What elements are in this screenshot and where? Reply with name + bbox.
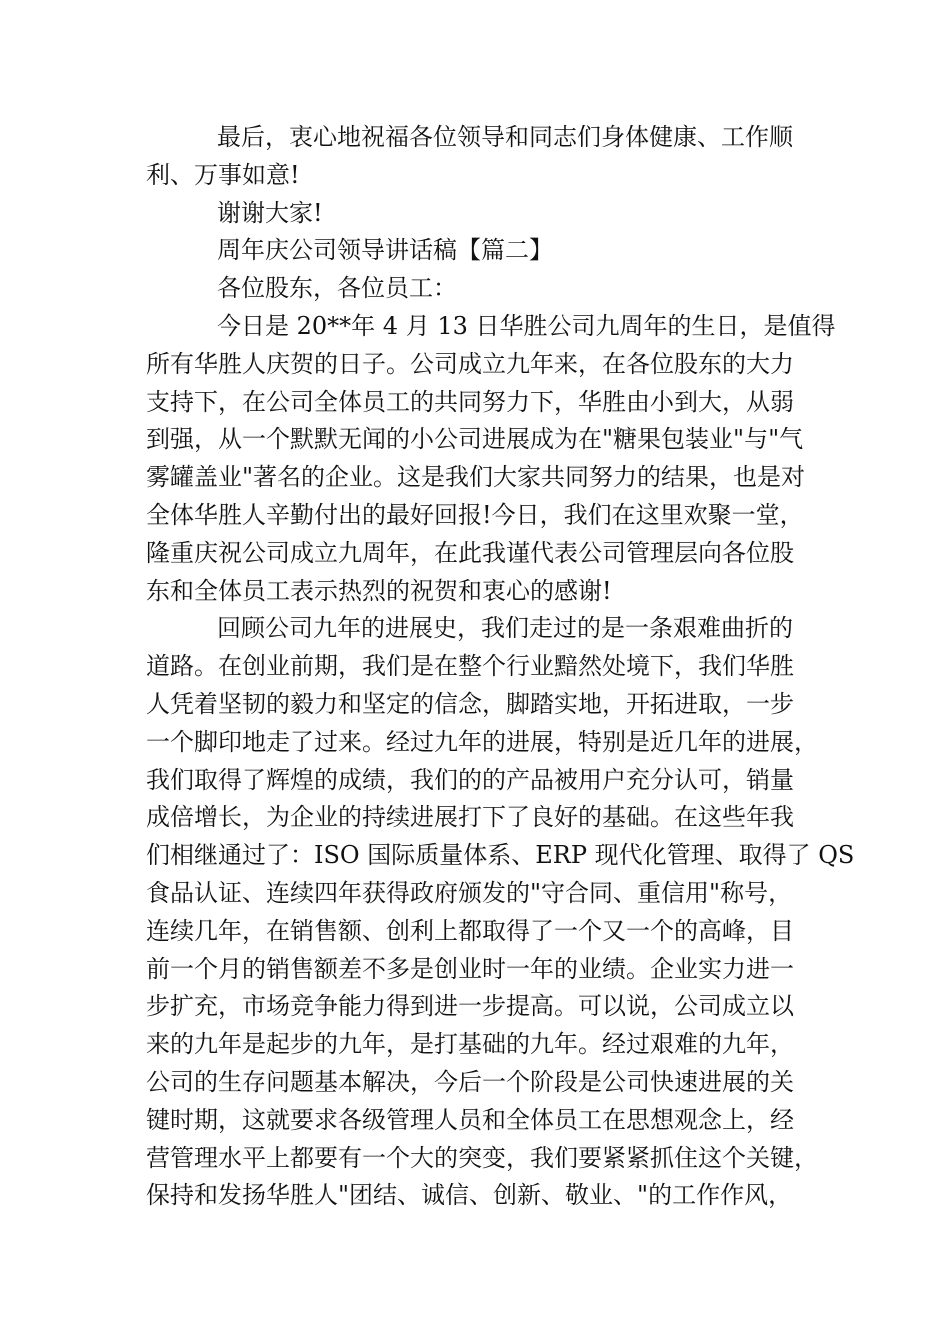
paragraph-first-line: 谢谢大家! <box>217 198 323 227</box>
text-line: 们相继通过了：ISO 国际质量体系、ERP 现代化管理、取得了 QS <box>146 841 855 870</box>
paragraph-first-line: 最后，衷心地祝福各位领导和同志们身体健康、工作顺 <box>217 123 793 151</box>
text-line: 雾罐盖业"著名的企业。这是我们大家共同努力的结果，也是对 <box>146 463 806 492</box>
text-line: 到强，从一个默默无闻的小公司进展成为在"糖果包装业"与"气 <box>146 425 804 454</box>
text-line: 来的九年是起步的九年，是打基础的九年。经过艰难的九年， <box>146 1030 794 1059</box>
text-line: 食品认证、连续四年获得政府颁发的"守合同、重信用"称号， <box>146 878 793 907</box>
text-line: 利、万事如意! <box>146 160 300 189</box>
text-line: 营管理水平上都要有一个大的突变，我们要紧紧抓住这个关键， <box>146 1143 818 1172</box>
text-line: 公司的生存问题基本解决，今后一个阶段是公司快速进展的关 <box>146 1067 794 1096</box>
text-line: 成倍增长，为企业的持续进展打下了良好的基础。在这些年我 <box>146 803 794 832</box>
text-line: 东和全体员工表示热烈的祝贺和衷心的感谢! <box>146 576 612 605</box>
text-line: 所有华胜人庆贺的日子。公司成立九年来，在各位股东的大力 <box>146 349 794 378</box>
text-line: 键时期，这就要求各级管理人员和全体员工在思想观念上，经 <box>146 1105 794 1134</box>
paragraph-first-line: 回顾公司九年的进展史，我们走过的是一条艰难曲折的 <box>217 614 793 643</box>
text-line: 隆重庆祝公司成立九周年，在此我谨代表公司管理层向各位股 <box>146 538 794 567</box>
text-line: 连续几年，在销售额、创利上都取得了一个又一个的高峰，目 <box>146 916 794 945</box>
text-line: 支持下，在公司全体员工的共同努力下，华胜由小到大，从弱 <box>146 387 794 416</box>
text-line: 步扩充，市场竞争能力得到进一步提高。可以说，公司成立以 <box>146 992 794 1021</box>
text-line: 前一个月的销售额差不多是创业时一年的业绩。企业实力进一 <box>146 954 794 983</box>
text-line: 道路。在创业前期，我们是在整个行业黯然处境下，我们华胜 <box>146 652 794 681</box>
text-line: 保持和发扬华胜人"团结、诚信、创新、敬业、"的工作作风， <box>146 1181 793 1210</box>
paragraph-first-line: 今日是 20**年 4 月 13 日华胜公司九周年的生日，是值得 <box>217 311 836 340</box>
document-body <box>146 119 855 1215</box>
text-line: 人凭着坚韧的毅力和坚定的信念，脚踏实地，开拓进取，一步 <box>146 689 794 718</box>
text-line: 我们取得了辉煌的成绩，我们的的产品被用户充分认可，销量 <box>146 765 794 794</box>
text-line: 一个脚印地走了过来。经过九年的进展，特别是近几年的进展， <box>146 727 818 756</box>
paragraph-first-line: 周年庆公司领导讲话稿【篇二】 <box>217 236 553 265</box>
text-line: 全体华胜人辛勤付出的最好回报!今日，我们在这里欢聚一堂， <box>146 500 804 529</box>
paragraph-first-line: 各位股东，各位员工： <box>217 274 457 303</box>
